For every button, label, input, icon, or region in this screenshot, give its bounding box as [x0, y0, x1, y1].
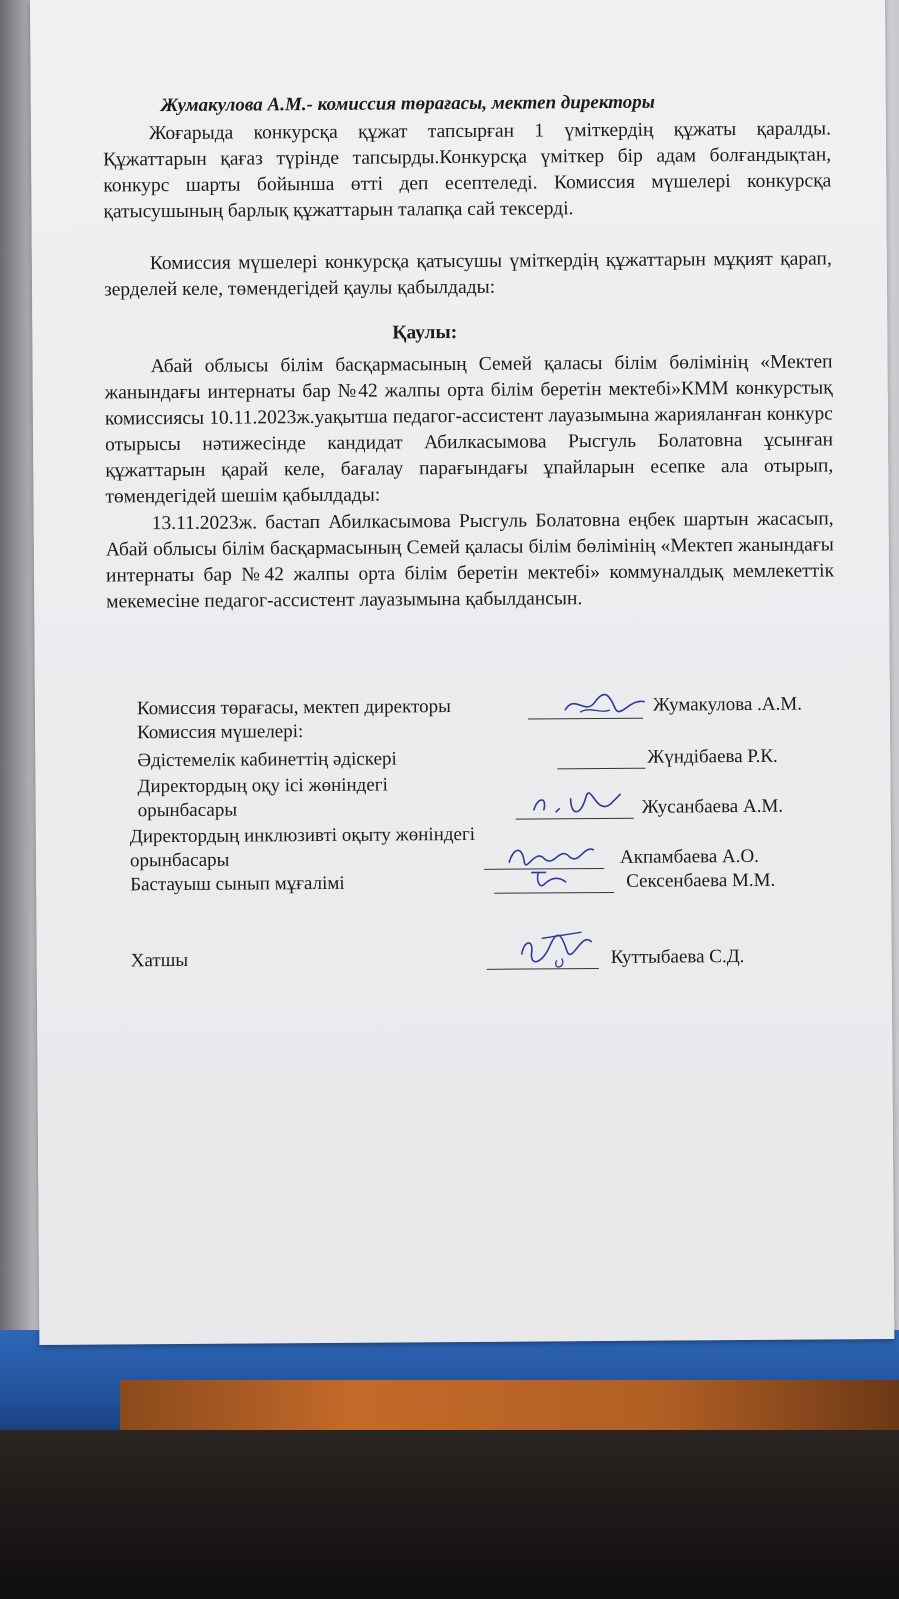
member-1-signature-line	[557, 768, 645, 770]
member-3-role-1: Директордың инклюзивті оқыту жөніндегі	[129, 823, 476, 848]
paragraph-3: Абай облысы білім басқармасының Семей қаласы білім бөлімінің «Мектеп жанындағы интернаты бар №42 жалпы орта білім беретін мектебі»КММ конкурстық комиссиясы 10.11.2023ж.уақытша педагог-ассистент лауазымына жарияланған конкурс отырысы нәтижесінде кандидат Абилкасымова Рысгуль Болатовна ұсынған құжаттарын қарай келе, бағалау парағындағы ұпайларын есепке ала отырып, төмендегідей шешім қабылдады:	[104, 351, 834, 508]
member-2-role-1: Директордың оқу ісі жөніндегі	[137, 774, 388, 798]
paragraph-2: Комиссия мүшелері конкурсқа қатысушы үміткердің құжаттарын мұқият қарап, зерделей келе, төмендегідей қаулы қабылдады:	[103, 248, 832, 301]
secretary-signature-icon	[511, 924, 601, 973]
paragraph-4: 13.11.2023ж. бастап Абилкасымова Рысгуль Болатовна еңбек шартын жасасып, Абай облысы білім басқармасының Семей қаласы білім бөлімінің «Мектеп жанындағы интернаты бар №42 жалпы орта білім беретін мектебі» коммуналдық мемлекеттік мекемесіне педагог-ассистент лауазымына қабылдансын.	[105, 508, 835, 613]
document-page	[30, 0, 894, 1345]
chair-signature-icon	[560, 688, 650, 721]
member-1-name: Жүндібаева Р.К.	[647, 745, 778, 768]
paragraph-1: Жоғарыда конкурсқа құжат тапсырған 1 үміткердің құжаты қаралды. Құжаттарын қағаз түрінде тапсырды.Конкурсқа үміткер бір адам болғандықтан, конкурс шарты бойынша өтті деп есептеледі. Комиссия мүшелері конкурсқа қатысушының барлық құжаттарын талапқа сай тексерді.	[103, 118, 832, 223]
secretary-name: Куттыбаева С.Д.	[610, 946, 745, 968]
chair-role: Комиссия төрағасы, мектеп директоры	[136, 696, 451, 720]
member-4-role: Бастауыш сынып мұғалімі	[130, 872, 345, 896]
secretary-role: Хатшы	[130, 949, 189, 972]
member-4-name: Сексенбаева М.М.	[626, 869, 776, 892]
chair-name: Жумакулова .А.М.	[652, 693, 803, 716]
member-3-role-2: орынбасары	[129, 849, 230, 872]
member-2-name: Жусанбаева А.М.	[641, 795, 784, 818]
resolution-heading: Қаулы:	[392, 322, 458, 344]
dark-floor	[0, 1430, 899, 1599]
member-3-name: Акпамбаева А.О.	[619, 845, 760, 868]
member-2-signature-icon	[526, 786, 626, 821]
header-line: Жумакулова А.М.- комиссия төрағасы, мектеп директоры	[160, 91, 655, 117]
members-label: Комиссия мүшелері:	[137, 721, 304, 744]
member-1-role: Әдістемелік кабинеттің әдіскері	[137, 748, 397, 772]
member-2-role-2: орынбасары	[137, 799, 238, 822]
member-4-signature-icon	[526, 864, 576, 892]
